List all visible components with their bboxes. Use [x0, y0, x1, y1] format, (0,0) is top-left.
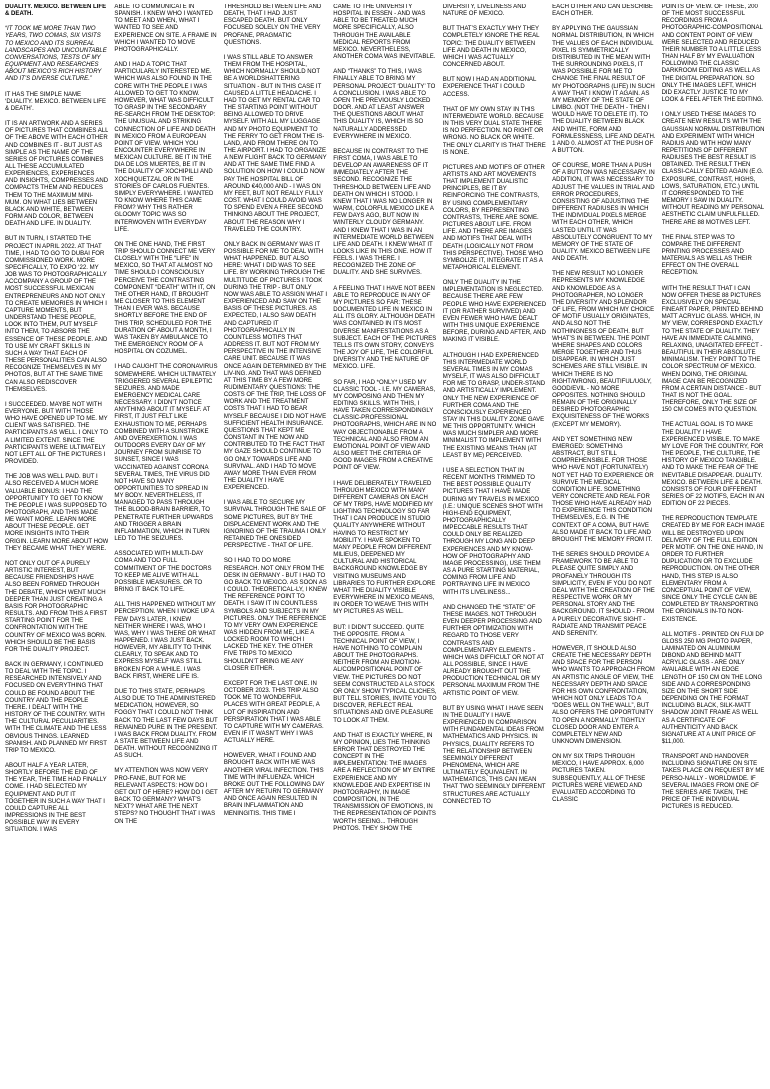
text-column-3: [224, 4, 327, 1089]
body-paragraph: TRANSPORT AND HANDOVER INCLUDING SIGNATURE ON SITE TAKES PLACE ON REQUEST BY ME PERSO-NALLY - WORLDWIDE. IF SEVERAL IMAGES FROM ONE OF THE SERIES ARE TAKEN, THE PRICE OF THE INDIVIDUAL PICTURES IS REDUCED.: [661, 754, 765, 811]
body-paragraph: ALL THIS HAPPENED WITHOUT MY PERCEPTION. WHEN I WOKE UP A FEW DAYS LATER, I KNEW NEITHER WHERE I WAS, WHO I WAS, WHY I WAS THERE OR WHAT HAPPENED. I WAS JUST BACK. HOWEVER, MY ABILITY TO THINK CLEARLY, TO SPEAK AND TO EXPRESS MYSELF WAS STILL BROKEN FOR A WHILE. I WAS BACK FIRST, WHERE LIFE IS.: [114, 602, 216, 680]
body-paragraph: THE ACTUAL GOAL IS TO MAKE THE DUALITY I HAVE EXPERIENCED VISIBLE. TO MAKE MY LOVE FOR THE COUNTRY, FOR THE PEOPLE, THE CULTURE, THE HISTORY OF MEXICO TANGIBLE. AND TO MAKE THE FEAR OF THE INEVITABLE DISAPPEAR. DUALITY. MEXICO. BETWEEN LIFE & DEATH. CONSISTS OF FOUR DIFFERENT SERIES OF 22 MOTIFS, EACH IN AN EDITION OF 22 PIECES.: [661, 422, 765, 508]
body-paragraph: ABLE TO COMMUNICATE IN SPANISH. I KNEW WHO I WANTED TO MEET AND WHEN, WHAT I WANTED TO SEE AND EXPERIENCE ON SITE. A FRAME IN WHICH I WANTED TO MOVE PHOTOGRAPHICALLY.: [114, 4, 217, 53]
text-column-1: [5, 4, 108, 1089]
body-paragraph: THAT OF MY OWN STAY IN THIS INTERMEDIATE WORLD. BECAUSE IN THIS VERY DUAL STATE THERE IS NO PERFECTION. NO RIGHT OR WRONG. NO BLACK OR WHITE. THE ONLY CLARITY IS THAT THERE IS NONE.: [442, 106, 546, 156]
body-paragraph: BUT BY USING WHAT I HAVE SEEN IN THE DUALITY I HAVE EXPERIENCED IN COMPARISON WITH FUNDAMENTAL IDEAS FROM MATHEMATICS AND PHYSICS. IN PHYSICS, DUALITY REFERS TO THE RELATIONSHIP BETWEEN SEEMINGLY DIFFERENT PHENOMENA, WHICH ARE ULTIMATELY EQUIVALENT. IN MATHEMATICS, THIS CAN MEAN THAT TWO SEEMINGLY DIFFERENT STRUCTURES ARE ACTUALLY CONNECTED TO: [442, 705, 546, 805]
body-paragraph: I HAVE DELIBERATELY TRAVELED THROUGH MEXICO WITH MANY DIFFERENT CAMERAS ON EACH OF MY TRIPS, HAVE MODIFIED MY LIGHTING TECHNOLOGY SO FAR THAT I CAN PRODUCE IN STUDIO QUALITY ANYWHERE WITHOUT HAVING TO RESTRICT MY MOBILITY. I HAVE SPOKEN TO MANY PEOPLE FROM DIFFERENT MILIEUS, DEEPENED MY CULTURAL AND HISTORICAL BACKGROUND KNOWLEDGE BY VISITING MUSEUMS AND LIBRARIES TO FURTHER EXPLORE WHAT THE DUALITY VISIBLE EVERYWHERE IN MEXICO MEANS, IN ORDER TO WEAVE THIS WITH MY PICTURES AS WELL.: [333, 480, 436, 616]
body-paragraph: OF COURSE, MORE THAN A PUSH OF A BUTTON WAS NECESSARY. IN ADDITION, IT WAS NECESSARY TO ADJUST THE VALUES IN TRIAL AND ERROR PROCEDURES, CONSISTING OF ADJUSTING THE DIFFERENT RADIUSES IN WHICH THE INDIVIDUAL PIXELS MERGE WITH EACH OTHER, WHICH LASTED UNTIL IT WAS ABSOLUTELY CONGRUENT TO MY MEMORY OF THE STATE OF DUALITY. MEXICO BETWEEN LIFE AND DEATH.: [552, 163, 655, 263]
body-paragraph: AND I HAD A TOPIC THAT PARTICULARLY INTERESTED ME. WHICH WAS ALSO FOUND IN THE CORE WITH THE PEOPLE I WAS ALLOWED TO GET TO KNOW. HOWEVER, WHAT WAS DIFFICULT TO GRASP IN THE SECONDARY RE-SEARCH FROM THE DESKTOP: THE UNUSUAL AND STRIKING CONNECTION OF LIFE AND DEATH IN MEXICO FROM A EUROPEAN POINT OF VIEW. WHICH YOU ENCOUNTER EVERYWHERE IN MEXICAN CULTURE. BE IT IN THE DIA DE LOS MUERTES, BE IT IN THE DUALITY OF XOCHIPILLI AND XOCHIQUETZAL OR IN THE STORIES OF CARLOS FUENTES. SIMPLY EVERYWHERE. I WANTED TO KNOW WHERE THIS CAME FROM? WHY THIS RATHER GLOOMY TOPIC WAS SO INTERWOVEN WITH EVERYDAY LIFE.: [114, 62, 216, 233]
body-paragraph: BUT THAT’S EXACTLY WHY THEY COMPLETELY IGNORE THE REAL TOPIC: THE DUALITY BETWEEN LIFE AND DEATH IN MEXICO, WHICH I WAS ACTUALLY CONCERNED ABOUT.: [442, 26, 540, 69]
body-paragraph: ONLY THE DUALITY IN THE IMPLEMENTATION IS NEGLECTED. BECAUSE THERE ARE FEW PEOPLE WHO HAVE EXPERIENCED IT (OR RATHER SURVIVED) AND EVEN FEWER WHO HAVE DEALT WITH THIS UNIQUE EXPERIENCE BEFORE, DURING AND AFTER, AND MAKING IT VISIBLE.: [442, 280, 547, 344]
text-column-4: [333, 4, 436, 1089]
document-title: DUALITY. MEXICO. BETWEEN LIFE & DEATH.: [5, 4, 107, 18]
body-paragraph: HOWEVER, WHAT I FOUND AND BROUGHT BACK WITH ME WAS ANOTHER VIRAL INFECTION. THIS TIME WITH INFLUENZA. WHICH BROKE OUT THE FOLLOWING DAY AFTER MY RETURN TO GERMANY AND ONCE AGAIN RESULTED IN BRAIN INFLAMMATION AND MENINGITIS. THIS TIME I: [223, 753, 325, 817]
body-paragraph: SO I HAD TO DO MORE RESEARCH. NOT ONLY FROM THE DESK IN GERMANY - BUT I HAD TO GO BACK TO MEXICO. AS SOON AS I COULD. THEORETICAL-LY, I KNEW THE REFERENCE POINT TO DEATH. I SAW IT IN COUNTLESS SYMBOLS AND SUBJECTS IN MY PICTURES. ONLY THE REFERENCE TO MY VERY OWN EXPERIENCE WAS HIDDEN FROM ME, LIKE A LOCKED ROOM TO WHICH I LACKED THE KEY. THE OTHER FIVE TRIPS TO MEXICO SHOULDN’T BRING ME ANY CLOSER EITHER.: [223, 558, 327, 672]
intro-quote: “IT TOOK ME MORE THAN TWO YEARS, TWO COMAS, SIX VISITS TO MEXICO AND ITS SURREAL LANDSCAPES AND UNCOUNTABLE CONVERSATIONS, TESTS OF MY EQUIPMENT AND RESEARCHES ABOUT MEXICO’S RICH HISTORY AND IT’S DIVERSE CULTURE.”: [5, 26, 107, 83]
body-paragraph: POINTS OF VIEW. OF THESE, 200 OF THE MOST SUCCESSFUL RECORDINGS FROM A PHOTOGRAPHIC-COMPOSITIONAL AND CONTENT POINT OF VIEW WERE SELECTED AND REDUCED THEIR NUMBER TO A LITTLE LESS THAN HALF BY MY EVALUATION FOLLOWING THE CLASSIC DARKROOM EDITING AS WELL AS THE DIGITAL PREPARATION. SO ONLY THE IMAGES LEFT, WHICH DID EXACTLY JUSTICE TO MY LOOK & FEEL AFTER THE EDITING.: [661, 4, 764, 104]
body-paragraph: BY APPLYING THE GAUSSIAN NORMAL DISTRIBUTION, IN WHICH THE VALUES OF EACH INDIVIDUAL PIXEL IS SYMMETRICALLY DISTRIBUTED IN THE MEAN WITH THE SURROUNDING PIXELS, IT WAS POSSIBLE FOR ME TO CHANGE THE FINAL RESULT OF MY PHOTOGRAPHS (LIFE) IN SUCH A WAY THAT I KNOW IT AGAIN. AS MY MEMORY OF THE STATE OF LIMBO. (NOT THE DEATH - THEN I WOULD HAVE TO DELETE IT). TO THE DUALITY BETWEEN BLACK AND WHITE, FORM AND FORMLESSNESS, LIFE AND DEATH. 1 AND 0. ALMOST AT THE PUSH OF A BUTTON.: [552, 26, 656, 154]
body-paragraph: DIVERSITY, LIVELINESS AND NATURE OF MEXICO.: [442, 4, 526, 18]
body-paragraph: THE FINAL STEP WAS TO COMPARE THE DIFFERENT PRINTING PROCESSES AND MATERIALS AS WELL AS THEIR EFFECT ON THE OVERALL RECEPTION.: [661, 234, 752, 277]
body-paragraph: ASSOCIATED WITH MULTI-DAY COMA AND TOO FULL COMMITMENT OF THE DOCTORS TO KEEP ME ALIVE WITH ALL POSSIBLE MEASURES. OR TO BRING IT BACK TO LIFE.: [114, 551, 212, 594]
text-column-6: [552, 4, 655, 1089]
body-paragraph: AND THAT IS EXACTLY WHERE, IN MY OPINION, LIES THE THINKING ERROR THAT DESTROYED THE CONCEPT IN THE IMPLEMENTATION: THE IMAGES ARE A REFLECTION OF MY ENTIRE EXPERIENCE AND MY KNOWLEDGE AND EXPERTISE IN PHOTOGRAPHY, IN IMAGE COMPOSITION, IN THE TRANSMISSION OF EMOTIONS, IN THE REPRESENTATION OF POINTS WORTH SEEING... THROUGH PHOTOS. THEY SHOW THE: [333, 732, 436, 832]
body-paragraph: MY ATTENTION WAS NOW VERY PRO-FANE, BUT FOR ME RELEVANT ASPECTS: HOW DO I GET OUT OF HERE? HOW DO I GET BACK TO GERMANY? WHAT’S NEXT? WHAT ARE THE NEXT STEPS? NO THOUGHT THAT I WAS ON THE: [114, 768, 218, 825]
body-paragraph: I WAS ABLE TO SECURE MY SURVIVAL THROUGH THE SALE OF SOME PICTURES, BUT BY THE DISPLACEMENT WORK AND THE IGNORING OF THE TRAUMA I ONLY RETAINED THE ONESIDED PERSPECTIVE - THAT OF LIFE.: [223, 500, 326, 550]
body-paragraph: SO FAR, I HAD *ONLY* USED MY CLASSIC TOOL - I.E. MY CAMERAS, MY COMPOSING AND THEN MY EDITING SKILLS. WITH THIS, I HAVE TAKEN CORRESPONDINGLY CLASSIC-PROFESSIONAL PHOTOGRAPHS, WHICH ARE IN NO WAY OBJECTIONABLE FROM A TECHNICAL AND ALSO FROM AN EMOTIONAL POINT OF VIEW AND ALSO MEET THE CRITERIA OF GOOD IMAGES FROM A CREATIVE POINT OF VIEW.: [333, 379, 437, 472]
body-paragraph: IT HAS THE SIMPLE NAME ‘DUALITY. MEXICO. BETWEEN LIFE & DEATH’.: [5, 91, 107, 112]
text-column-5: [443, 4, 546, 1089]
body-paragraph: THE REPRODUCTION TEMPLATE CREATED BY ME FOR EACH IMAGE WILL BE DESTROYED UPON DELIVERY OF THE FULL EDITION PER MOTIF. ON THE ONE HAND, IN ORDER TO FURTHER DUPLICATION OR TO EXCLUDE REPRODUCTION. ON THE OTHER HAND, THIS STEP IS ALSO ELEMENTARY FROM A CONCEPTUAL POINT OF VIEW, SINCE ONLY THE CYCLE CAN BE COMPLETED BY TRANSPORTING THE ORIGINALS IN-TO NON-EXISTENCE.: [661, 516, 765, 623]
body-paragraph: ON THE ONE HAND, THE FIRST TRIP SHOULD CONNECT ME VERY CLOSELY WITH THE “LIFE” IN MEXICO, SO THAT AT ALMOST NO TIME SHOULD I CONSCIOUSLY PERCEIVE THE CONTRASTING COMPONENT “DEATH” WITH IT, ON THE OTHER HAND, IT BROUGHT ME CLOSER TO THIS ELEMENT THAN I EVER WAS. BECAUSE SHORTLY BEFORE THE END OF THIS TRIP, SCHEDULED FOR THE DURATION OF ABOUT A MONTH, I WAS TAKEN BY AMBULANCE TO THE EMERGENCY ROOM OF A HOSPITAL ON COZUMEL.: [114, 241, 216, 356]
body-paragraph: PICTURES AND MOTIFS OF OTHER ARTISTS AND ART MOVEMENTS THAT IMPLEMENT DUALISTIC PRINCIPLES, BE IT BY REINFORCING THE CONTRASTS, BY USING COMPLEMENTARY COLORS, BY REPRESENTING CONTRASTS, THERE ARE SOME. PICTURES ABOUT LIFE. FROM LIFE. AND THERE ARE IMAGES AND MOTIFS THAT DEAL WITH DEATH (LOGICALLY NOT FROM THIS PERSPECTIVE). THOSE WHO SYMBOLIZE IT, INTEGRATE IT AS A METAPHORICAL ELEMENT.: [442, 164, 545, 271]
body-paragraph: BECAUSE IN CONTRAST TO THE FIRST COMA, I WAS ABLE TO DEVELOP AN AWARENESS OF IT IMMEDIATELY AFTER THE SECOND. RECOGNIZE THE THRESHOLD BETWEEN LIFE AND DEATH ON WHICH I STOOD. I KNEW THAT I WAS NO LONGER IN WARM, COLORFUL MEXICO LIKE A FEW DAYS AGO, BUT NOW IN WINTERLY CLOUDY GERMANY. AND I KNEW THAT I WAS IN AN INTERMEDIATE WORLD BETWEEN LIFE AND DEATH. I KNEW WHAT IT LOOKS LIKE IN THIS ONE. HOW IT FEELS. I WAS THERE. I RECOGNIZED THE ZONE OF DUALITY. AND SHE SURVIVES.: [333, 148, 434, 277]
body-paragraph: I SUCCEEDED. MAYBE NOT WITH EVERYONE. BUT WITH THOSE WHO HAVE OPENED UP TO ME. MY CLIENT WAS SATISFIED. THE PARTICIPANTS AS WELL. I ONLY TO A LIMITED EXTENT. SINCE THE PARTICIPANTS WERE ULTIMATELY NOT LEFT ALL OF THE PICTURES I PROVIDED.: [5, 401, 109, 466]
body-paragraph: EACH OTHER AND CAN DESCRIBE EACH OTHER.: [552, 4, 653, 18]
body-paragraph: AND YET SOMETHING NEW EMERGED: SOMETHING ABSTRACT, BUT STILL COMPREHENSIBLE. FOR THOSE WHO HAVE NOT (FORTUNATELY) NOT YET HAD TO EXPERIENCE OR SURVIVE THE MEDICAL CONDITION LIFE. SOMETHING VERY CONCRETE AND REAL FOR THOSE WHO HAVE ALREADY HAD TO EXPERIENCE THIS CONDITION THEMSELVES, E.G. IN THE CONTEXT OF A COMA, BUT HAVE ALSO MADE IT BACK TO LIFE AND BROUGHT THE MEMORY FROM IT.: [552, 436, 654, 543]
body-paragraph: ON MY SIX TRIPS THROUGH MEXICO, I HAVE APPROX. 6,000 PICTURES TAKEN. SUBSEQUENTLY, ALL OF THESE PICTURES WERE VIEWED AND EVALUATED ACCORDING TO CLASSIC: [552, 754, 646, 804]
body-paragraph: BACK IN GERMANY, I CONTINUED TO DEAL WITH THE TOPIC. I RESEARCHED INTENSIVELY AND FOCUSED ON EVERYTHING THAT COULD BE FOUND ABOUT THE COUNTRY AND THE PEOPLE THERE. I DEALT WITH THE HISTORY OF THE COUNTRY. WITH THE CULTURAL PECULIARITIES. WITH THE CLIMATE AND THE LESS OBVIOUS THINGS. LEARNED SPANISH. AND PLANNED MY FIRST TRIP TO MEXICO.: [5, 661, 107, 754]
body-paragraph: I HAD CAUGHT THE CORONAVIRUS SOMEWHERE. WHICH ULTIMATELY TRIGGERED SEVERAL EPILEPTIC SEIZURES. AND MADE EMERGENCY MEDICAL CARE NECESSARY. I DIDN’T NOTICE ANYTHING ABOUT IT MYSELF. AT FIRST, IT JUST FELT LIKE EXHAUSTION TO ME, PERHAPS COMBINED WITH A SUNSTROKE AND OVEREXERTION. I WAS OUTDOORS EVERY DAY OF MY JOURNEY FROM SUNRISE TO SUNSET, SINCE I WAS VACCINATED AGAINST CORONA SEVERAL TIMES, THE VIRUS DID NOT HAVE SO MANY OPPORTUNITIES TO SPREAD IN MY BODY. NEVERTHELESS, IT MANAGED TO PASS THROUGH THE BLOOD-BRAIN BARRIER, TO PENETRATE FURTHER UPWARDS AND TRIGGER A BRAIN INFLAMMATION, WHICH IN TURN LED TO THE SEIZURES.: [114, 364, 218, 543]
body-paragraph: IT IS AN ARTWORK AND A SERIES OF PICTURES THAT COMBINES ALL OF THE ABOVE WITH EACH OTHER AND COMBINES IT - BUT JUST AS SIMPLE AS THE NAME OF THE SERIES OF PICTURES COMBINES ALL THESE ACCUMULATED EXPERIENCES, EXPERIENCES AND INSIGHTS, COMPRESSES AND COMPACTS THEM AND REDUCES THEM TO THE MAXIMUM MINI-MUM. ON WHAT LIES BETWEEN BLACK AND WHITE, BETWEEN FORM AND COLOR, BETWEEN DEATH AND LIFE. IN DUALITY.: [5, 121, 109, 228]
body-paragraph: I USE A SELECTION THAT IN RECENT MONTHS TRIMMED TO THE BEST POSSIBLE QUALITY PICTURES THAT I HAVE MADE DURING MY TRAVELS IN MEXICO (I.E.: UNIQUE SCENES SHOT WITH HIGH-END EQUIPMENT, PHOTOGRAPHICALLY IMPECCABLE RESULTS THAT COULD ONLY BE REALIZED THROUGH MY LONG AND DEEP EXPERIENCES AND MY KNOW-HOW OF PHOTOGRAPHY AND IMAGE PROCESSING), USE THEM AS A PURE STARTING MATERIAL, COMING FROM LIFE AND PORTRAYING LIFE IN MEXICO WITH ITS LIVELINESS...: [442, 467, 543, 596]
body-paragraph: NOT ONLY OUT OF A PURELY ARTISTIC INTEREST, BUT BECAUSE FRIENDSHIPS HAVE ALSO BEEN FORMED THROUGH THE DEBATE, WHICH WENT MUCH DEEPER THAN JUST CREATING A BASIS FOR PHOTOGRAPHIC RESULTS. AND FROM THIS A FIRST STARTING POINT FOR THE CONFRONTATION WITH THE COUNTRY OF MEXICO WAS BORN. WHICH SHOULD BE THE BASIS FOR THE DUALITY PROJECT.: [5, 560, 108, 653]
body-paragraph: THE NEW RESULT NO LONGER REPRESENTS MY KNOWLEDGE AND KNOWLEDGE AS A PHOTOGRAPHER, NO LONGER THE DIVERSITY AND SPLENDOR OF LIFE, FROM WHICH MY CHOICE OF MOTIF USUALLY ORIGINATES, AND ALSO NOT THE NOTHINGNESS OF DEATH. BUT WHAT’S IN BETWEEN. THE POINT WHERE SHAPES AND COLORS MERGE TOGETHER AND THUS DISAPPEAR. IN WHICH JUST SCHEMES ARE STILL VISIBLE. IN WHICH THERE IS NO RIGHT/WRONG, BEAUTIFUL/UGLY, GOOD/EVIL - NO MORE OPPOSITES. NOTHING SHOULD REMAIN OF THE ORIGINALLY DESIRED PHOTOGRAPHIC EXQUISITENESS OF THE WORKS (EXCEPT MY MEMORY).: [552, 271, 655, 428]
body-paragraph: THE SERIES SHOULD PROVIDE A FRAMEWORK TO BE ABLE TO PLEASE QUITE SIMPLY AND PROFANELY THROUGH ITS SIMPLICITY, EVEN IF YOU DO NOT DEAL WITH THE CREATION OF THE RESPECTIVE WORK OR MY PERSONAL STORY AND THE BACKGROUND. IT SHOULD - FROM A PURELY DECORATIVE SIGHT - RADIATE AND TRANSMIT PEACE AND SERENITY.: [552, 552, 655, 637]
body-paragraph: HOWEVER, IT SHOULD ALSO CREATE THE NECESSARY DEPTH AND SPACE FOR THE PERSON WHO WANTS TO APPROACH FROM AN ARTISTIC ANGLE OF VIEW, THE NECESSARY DEPTH AND SPACE FOR HIS OWN CONFRONTATION, WHICH NOT ONLY LEADS TO A “DOES WELL ON THE WALL”, BUT ALSO OFFERS THE OPPORTUNITY TO OPEN A NORMALLY TIGHTLY CLOSED DOOR AND ENTER A COMPLETELY NEW AND UNKNOWN DIMENSION.: [552, 645, 655, 745]
body-paragraph: BUT: I DIDN’T SUCCEED. QUITE THE OPPOSITE. FROM A TECHNICAL POINT OF VIEW, I HAVE NOTHING TO COMPLAIN ABOUT THE PHOTOGRAPHS. NEITHER FROM AN EMOTION-AL/COMPOSITIONAL POINT OF VIEW. THE PICTURES DO NOT SEEM CONSTRUCTED A LA STOCK OR ONLY SHOW TYPICAL CLICHES, BUT TELL STORIES, INVITE YOU TO DISCOVER, REFLECT REAL SITUATIONS AND GIVE PLEASURE TO LOOK AT THEM.: [333, 624, 437, 724]
body-paragraph: CAME TO THE UNIVERSITY HOSPITAL IN ESSEN - AND WAS ABLE TO BE TREATED MUCH MORE SPECIFICALLY, ALSO THROUGH THE AVAILABLE MEDICAL REPORTS FROM MEXICO. NEVERTHELESS, ANOTHER COMA WAS INEVITABLE.: [333, 4, 436, 61]
body-paragraph: ONLY BACK IN GERMANY WAS IT POSSIBLE FOR ME TO DEAL WITH WHAT HAPPENED. BUT ALSO HERE: WHAT I DID WAS TO SEE LIFE. BY WORKING THROUGH THE MULTITUDE OF PICTURES I TOOK DURING THE TRIP - BUT ONLY NOW WAS ABLE TO ASSIGN WHAT I EXPERIENCED AND SAW ON THE BASIS OF THESE PICTURES. AS EXPECTED, I ALSO SAW DEATH AND CAPTURED IT PHOTOGRAPHICALLY IN COUNTLESS MOTIFS THAT ADDRESS IT. BUT NOT FROM MY PERSPECTIVE IN THE INTENSIVE CARE UNIT. BECAUSE IT WAS ONCE AGAIN DETERMINED BY THE LIV-ING. AND THAT WAS DEFINED AT THIS TIME BY A FEW MORE RUDIMENTARY QUESTIONS: THE COSTS OF THE TRIP, THE LOSS OF WORK AND THE TREATMENT COSTS THAT I HAD TO BEAR MYSELF BECAUSE I DID NOT HAVE SUFFICIENT HEALTH INSURANCE. QUESTIONS THAT KEPT ME CONSTANT IN THE NOW AND CONTRIBUTED TO THE FACT THAT MY GAZE SHOULD CONTINUE TO GO ONLY TOWARDS LIFE AND SURVIVAL. AND I HAD TO MOVE AWAY MORE THAN EVER FROM THE DUALITY I HAVE EXPERIENCED.: [223, 241, 327, 492]
body-paragraph: ABOUT HALF A YEAR LATER, SHORTLY BEFORE THE END OF THE YEAR, THE TIME HAD FINALLY COME. I HAD SELECTED MY EQUIPMENT AND PUT IT TOGETHER IN SUCH A WAY THAT I COULD CAPTURE ALL IMPRESSIONS IN THE BEST POSSIBLE WAY IN EVERY SITUATION. I WAS: [5, 763, 107, 834]
body-paragraph: I ONLY USED THESE IMAGES TO CREATE NEW RESULTS WITH THE GAUSSIAN NORMAL DISTRIBUTION AND EXPERIMENT WITH WHICH RADIUS AND WITH HOW MANY REPETITIONS OF DIFFERENT RADIUSES THE BEST RESULT IS OBTAINED. THE RESULT THEN CLASSI-CALLY EDITED AGAIN (E.G. EXPOSURE, CONTRAST, HIGHS, LOWS, SATURATION, ETC.) UNTIL IT CORRESPONDED TO THE MEMORY I SAW IN DUALITY. WITHOUT READING MY PERSONAL AESTHETIC CLAIM UNFULFILLED. THERE ARE 88 MOTIVES LEFT.: [661, 112, 765, 226]
text-column-2: [114, 4, 217, 1089]
body-paragraph: ALL MOTIFS - PRINTED ON FUJI DP GLOSS 250 MG PHOTO PAPER, LAMINATED ON ALUMINUM DIBOND AND BEHIND MATT ACRYLIC GLASS - ARE ONLY AVAILABLE WITH AN EDGE LENGTH OF 150 CM ON THE LONG SIDE AND A CORRESPONDING SIZE ON THE SHORT SIDE DEPENDING ON THE FORMAT INCLUDING BLACK, SILK-MATT SHADOW JOINT FRAME AS WELL AS A CERTIFICATE OF AUTHENTICITY AND BACK SIGNATURE AT A UNIT PRICE OF $11,000.: [661, 631, 764, 745]
body-paragraph: BUT IN TURN, I STARTED THE PROJECT IN APRIL 2022. AT THAT TIME, I HAD TO GO TO DUBAI FOR COMMISSIONED WORK. MORE SPECIFICALLY, TO EXPO ‘22. MY JOB WAS TO PHOTOGRAPHICALLY ACCOMPANY A GROUP OF THE MOST SUCCESSFUL MEXICAN ENTREPRENEURS AND NOT ONLY TO CREATE MEMORIES IN WHICH I CAPTURE MOMENTS, BUT UNDERSTAND THESE PEOPLE, LOOK INTO THEM, PUT MYSELF INTO THEM, TO ABSORB THE ESSENCE OF THESE PEOPLE. AND TO USE MY CRAFT SKILLS IN SUCH A WAY THAT EACH OF THESE PERSONALITIES CAN ALSO RECOGNIZE THEMSELVES IN MY PHOTOS, BUT AT THE SAME TIME CAN ALSO REDISCOVER THEMSELVES.: [5, 236, 108, 393]
body-paragraph: EXCEPT FOR THE LAST ONE. IN OCTOBER 2023. THIS TRIP ALSO TOOK ME TO WONDERFUL PLACES WITH GREAT PEOPLE, A LOT OF INSPIRATION AND PERSPIRATION THAT I WAS ABLE TO CAPTURE WITH MY CAMERAS. EVEN IF IT WASN’T WHY I WAS ACTUALLY HERE.: [223, 680, 324, 745]
body-paragraph: A FEELING THAT I HAVE NOT BEEN ABLE TO REPRODUCE IN ANY OF MY PICTURES SO FAR: THESE DOCUMENTED LIFE IN MEXICO IN ALL ITS GLORY. ALTHOUGH DEATH WAS CONTAINED IN ITS MOST DIVERSE MANIFESTATIONS AS A SUBJECT. EACH OF THE PICTURES TELLS ITS OWN STORY, CONVEYS THE JOY OF LIFE, THE COLORFUL DIVERSITY AND THE NATURE OF MEXICO. LIFE.: [333, 285, 437, 371]
body-paragraph: ALTHOUGH I HAD EXPERIENCED THIS INTERMEDIATE WORLD SEVERAL TIMES IN MY COMAS MYSELF, IT WAS ALSO DIFFICULT FOR ME TO GRASP, UNDER-STAND AND ARTISTICALLY IMPLEMENT. ONLY THE NEW EXPERIENCE OF FURTHER COMA AND THE CONSCIOUSLY EXPERIENCED STAY IN THIS DUALITY ZONE GAVE ME THIS OPPORTUNITY. WHICH WAS MUCH SIMPLER AND MORE MINIMALIST TO IMPLEMENT WITH THE EXISTING MEANS THAN (AT LEAST BY ME) PERCEIVED.: [442, 352, 546, 459]
body-paragraph: BUT NOW I HAD AN ADDITIONAL EXPERIENCE THAT I COULD ACCESS.: [442, 77, 537, 98]
body-paragraph: AND “THANKS” TO THIS, I WAS FINALLY ABLE TO BRING MY PERSONAL PROJECT ‘DUALITY’ TO A CONCLUSION. I WAS ABLE TO OPEN THE PREVIOUSLY LOCKED DOOR. AND AT LEAST ANSWER THE QUESTIONS ABOUT WHAT THIS DUALITY IS, WHICH IS SO NATURALLY ADDRESSED EVERYWHERE IN MEXICO.: [333, 69, 436, 140]
body-paragraph: I WAS STILL ABLE TO ANSWER THEM FROM THE HOSPITAL, WHICH NORMALLY SHOULD NOT BE A WORLDSHATTERING SITUATION - BUT IN THIS CASE IT CAUSED A LITTLE HEADACHE. I HAD TO GET MY RENTAL CAR TO THE STARTING POINT WITHOUT BEING ALLOWED TO DRIVE MYSELF. WITH ALL MY LUGGAGE AND MY PHOTO EQUIPMENT TO THE FERRY TO GET FROM THE IS-LAND, AND FROM THERE ON TO THE AIRPORT. I HAD TO ORGANIZE A NEW FLIGHT BACK TO GERMANY AND AT THE SAME TIME FIND A SOLUTION ON HOW I COULD NOW PAY THE HOSPITAL BILL OF AROUND €40,000 AND - I WAS ON MY FEET, BUT NOT REALLY FULLY COST. WHAT I COULD AVOID WAS TO SPEND EVEN A FREE SECOND THINKING ABOUT THE PROJECT, ABOUT THE REASON WHY I TRAVELED THE COUNTRY.: [223, 54, 327, 233]
body-paragraph: DUE TO THIS STATE, PERHAPS ALSO DUE TO THE ADMINISTERED MEDICATION, HOWEVER, SO FOGGY THAT I COULD NOT THINK BACK TO THE LAST FEW DAYS BUT REMAINED PURE IN THE PRESENT. I WAS BACK FROM DUALITY. FROM A STATE BETWEEN LIFE AND DEATH. WITHOUT RECOGNIZING IT AS SUCH.: [114, 688, 218, 760]
body-paragraph: THRESHOLD BETWEEN LIFE AND DEATH, THAT I HAD JUST ESCAPED DEATH. BUT ONLY FOCUSED SOLELY ON THE VERY PROFANE, PRAGMATIC QUESTIONS.: [223, 4, 322, 46]
text-column-7: [662, 4, 765, 1089]
body-paragraph: THE JOB WAS WELL PAID. BUT I ALSO RECEIVED A MUCH MORE VALUABLE BONUS: I HAD THE OPPORTUNITY TO GET TO KNOW THE PEOPLE I WAS SUPPOSED TO PHOTOGRAPH, AND THIS MADE ME WANT MORE. LEARN MORE ABOUT THESE PEOPLE. GET MORE INSIGHTS INTO THEIR ORIGIN. LEARN MORE ABOUT HOW THEY BECAME WHAT THEY WERE.: [5, 474, 109, 552]
body-paragraph: WITH THE RESULT THAT I CAN NOW OFFER THESE 88 PICTURES EXCLUSIVELY ON SPECIAL FINEART PAPER, PRINTED BEHIND MATT ACRYLIC GLASS. WHICH, IN MY VIEW, CORRESPOND EXACTLY TO THE STATE OF DUALITY. THEY HAVE AN IMMEDIATE CALMING, RELAXING, UNAGITATED EFFECT - BEAUTIFUL IN THEIR ABSOLUTE MINIMALISM. THEY POINT TO THE COLOR SPECTRUM OF MEXICO. WHEN DOING, THE ORIGINAL IMAGE CAN BE RECOGNIZED FROM A CERTAIN DISTANCE - BUT THAT IS NOT THE GOAL. THEREFORE, ONLY THE SIZE OF 150 CM COMES INTO QUESTION.: [661, 285, 764, 414]
body-paragraph: AND CHANGED THE “STATE” OF THESE IMAGES. NOT THROUGH EVEN DEEPER PROCESSING AND FURTHER OPTIMIZATION WITH REGARD TO THOSE VERY CONTRASTS AND COMPLEMENTARY ELEMENTS - WHICH WAS DIFFICULT OR NOT AT ALL POSSIBLE, SINCE I HAVE ALREADY BROUGHT OUT THE PRODUCTION TECHNICAL OR MY PERSONAL MAXIMUM FROM THE ARTISTIC POINT OF VIEW.: [442, 604, 545, 697]
